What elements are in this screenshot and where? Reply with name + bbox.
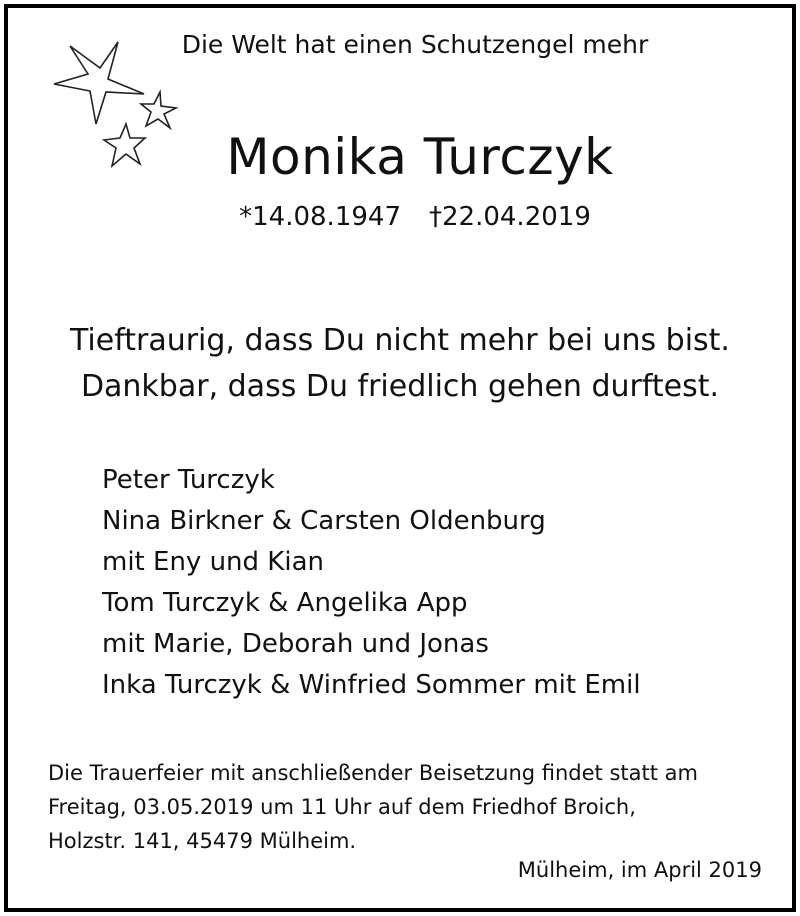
- notice-line: Die Trauerfeier mit anschließender Beisetzung findet statt am: [48, 761, 698, 785]
- star-small-icon: [141, 92, 176, 128]
- place-date: Mülheim, im April 2019: [517, 858, 762, 882]
- quote-line: Dankbar, dass Du friedlich gehen durftest.: [80, 369, 720, 404]
- mourner-line: mit Marie, Deborah und Jonas: [102, 629, 489, 659]
- death-date: †22.04.2019: [429, 202, 591, 232]
- quote-line: Tieftraurig, dass Du nicht mehr bei uns bist.: [70, 323, 730, 358]
- motto-text: Die Welt hat einen Schutzengel mehr: [181, 30, 649, 59]
- condolence-quote: [0, 318, 800, 410]
- mourner-line: mit Eny und Kian: [102, 547, 324, 577]
- notice-line: Freitag, 03.05.2019 um 11 Uhr auf dem Friedhof Broich,: [48, 795, 636, 819]
- mourner-line: Peter Turczyk: [102, 465, 275, 495]
- birth-date: *14.08.1947: [239, 202, 401, 232]
- deceased-name: Monika Turczyk: [226, 128, 614, 186]
- funeral-notice: [48, 756, 698, 858]
- notice-line: Holzstr. 141, 45479 Mülheim.: [48, 829, 357, 853]
- mourner-line: Inka Turczyk & Winfried Sommer mit Emil: [102, 670, 641, 700]
- mourners-list: [102, 460, 641, 706]
- mourner-line: Tom Turczyk & Angelika App: [102, 588, 468, 618]
- mourner-line: Nina Birkner & Carsten Oldenburg: [102, 506, 546, 536]
- life-dates: [0, 202, 800, 232]
